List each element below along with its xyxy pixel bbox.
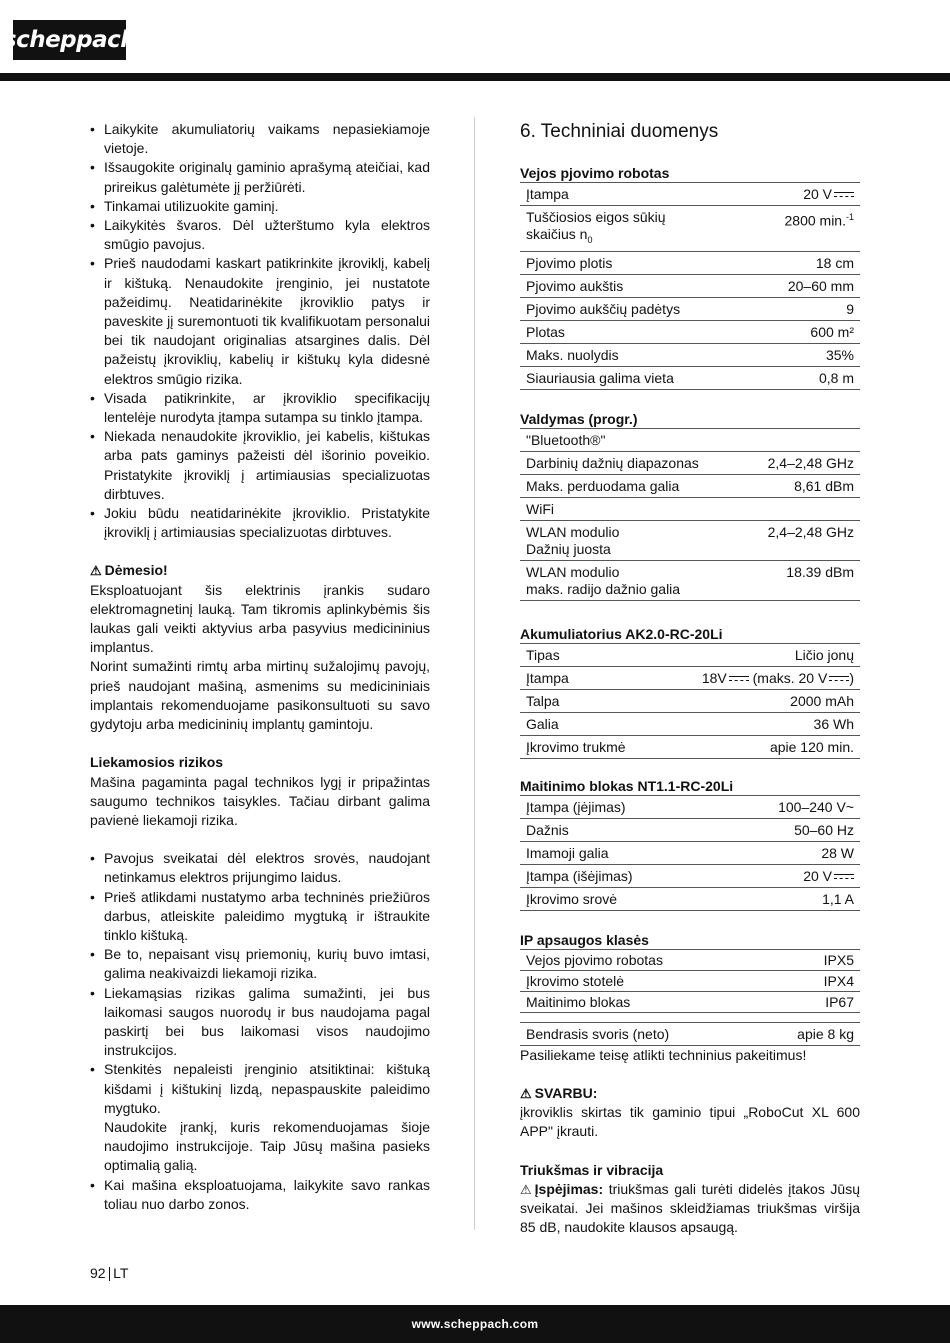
spec-label: WLAN modulio Dažnių juosta — [520, 520, 742, 560]
spec-label: Galia — [520, 712, 658, 735]
attention-paragraph-2: Norint sumažinti rimtų arba mirtinų sužalojimų pavojų, prieš naudojant mašiną, asmenims su medicininiais implantais rekomenduojame pasikonsultuoti su savo gydytoju arba medicininių implantų gamintoju. — [90, 658, 430, 733]
ip-table-title: IP apsaugos klasės — [520, 931, 649, 948]
footer-url[interactable]: www.scheppach.com — [0, 1305, 950, 1343]
spec-label: Įkrovimo srovė — [520, 887, 715, 910]
noise-heading: Triukšmas ir vibracija — [520, 1161, 664, 1178]
spec-label: "Bluetooth®" — [520, 428, 860, 451]
battery-table-title: Akumuliatorius AK2.0-RC-20Li — [520, 625, 723, 642]
table-row — [520, 520, 860, 560]
ip-classes-table — [520, 949, 860, 1013]
spec-label: WiFi — [520, 497, 860, 520]
list-item: • Tinkamai utilizuokite gaminį. — [90, 197, 430, 216]
table-row — [520, 887, 860, 910]
changes-note: Pasiliekame teisę atlikti techninius pakeitimus! — [520, 1046, 807, 1063]
list-item — [90, 1060, 430, 1175]
column-divider — [474, 117, 475, 1230]
spec-label: Plotas — [520, 320, 748, 343]
list-item: • Laikykite akumuliatorių vaikams nepasiekiamoje vietoje. — [90, 120, 430, 158]
list-item: • Be to, nepaisant visų priemonių, kurių buvo imtasi, galima neakivaizdi liekamoji rizika. — [90, 945, 430, 983]
spec-label: WLAN modulio maks. radijo dažnio galia — [520, 560, 742, 600]
table-row — [520, 795, 860, 818]
spec-value: 100–240 V~ — [715, 795, 860, 818]
list-item-text: Stenkitės nepaleisti įrenginio atsitiktinai: kištuką kišdami į kištukinį lizdą, nepaspauskite paleidimo mygtuko. — [104, 1061, 430, 1116]
table-row — [520, 970, 860, 991]
list-item: • Prieš naudodami kaskart patikrinkite įkroviklį, kabelį ir kištuką. Nenaudokite įrenginio, jei nustatote pažeidimų. Neatidarinėkite įkroviklio patys ir paveskite jį suremontuoti tik kvalifikuotam personalui bei tik naudojant originalias atsargines dalis. Dėl pažeistų įkroviklių, kabelių ir kištukų kyla didesnė elektros smūgio rizika. — [90, 254, 430, 388]
control-table-title: Valdymas (progr.) — [520, 410, 638, 427]
table-row — [520, 949, 860, 970]
spec-value: 36 Wh — [658, 712, 860, 735]
spec-value: 50–60 Hz — [715, 818, 860, 841]
table-row — [520, 251, 860, 274]
spec-value: 18.39 dBm — [742, 560, 860, 600]
table-row — [520, 689, 860, 712]
table-row — [520, 297, 860, 320]
spec-value: 600 m² — [748, 320, 860, 343]
section-title: 6. Techniniai duomenys — [520, 121, 719, 142]
spec-label: Tuščiosios eigos sūkių skaičius $n_0$ — [520, 206, 748, 252]
spec-label: Maitinimo blokas — [520, 991, 785, 1012]
list-item: • Kai mašina eksploatuojama, laikykite savo rankas toliau nuo darbo zonos. — [90, 1176, 430, 1214]
spec-label: Pjovimo plotis — [520, 251, 748, 274]
spec-label: Pjovimo aukščių padėtys — [520, 297, 748, 320]
warning-triangle-icon: ⚠ — [90, 563, 102, 579]
attention-heading — [90, 561, 430, 580]
table-row — [520, 643, 860, 666]
spec-value: apie 120 min. — [658, 735, 860, 758]
warning-triangle-icon: ⚠ — [520, 1086, 532, 1101]
table-row — [520, 343, 860, 366]
spec-label: Įtampa (įėjimas) — [520, 795, 715, 818]
spec-label: Pjovimo aukštis — [520, 274, 748, 297]
page-separator — [109, 1267, 111, 1281]
table-row — [520, 497, 860, 520]
spec-label: Įkrovimo stotelė — [520, 970, 785, 991]
spec-value: 1,1 A — [715, 887, 860, 910]
spec-label: Įtampa (išėjimas) — [520, 864, 715, 887]
warning-triangle-icon: ⚠ — [520, 1181, 532, 1197]
battery-specs-table — [520, 643, 860, 759]
spec-value: 28 W — [715, 841, 860, 864]
table-row — [520, 712, 860, 735]
mower-table-title: Vejos pjovimo robotas — [520, 165, 670, 181]
dc-symbol-icon — [729, 675, 749, 683]
spec-value: 2,4–2,48 GHz — [742, 451, 860, 474]
spec-label: Talpa — [520, 689, 658, 712]
page-number: 92 LT — [90, 1265, 129, 1281]
weight-table — [520, 1022, 860, 1046]
table-row — [520, 841, 860, 864]
spec-value: 2800 min.$^{-1}$ — [748, 206, 860, 252]
spec-label: Bendrasis svoris (neto) — [520, 1022, 756, 1045]
table-row — [520, 666, 860, 689]
left-column — [90, 120, 430, 1214]
header-bar — [0, 73, 950, 81]
spec-label: Siauriausia galima vieta — [520, 366, 748, 389]
attention-paragraph-1: Eksploatuojant šis elektrinis įrankis sudaro elektromagnetinį lauką. Tam tikromis aplinkybėmis šis laukas gali veikti aktyvius arba pasyvius medicininius implantus. — [90, 581, 430, 656]
table-row — [520, 735, 860, 758]
spec-label: Vejos pjovimo robotas — [520, 949, 785, 970]
spec-label: Įtampa — [520, 183, 748, 206]
spec-label: Maks. perduodama galia — [520, 474, 742, 497]
list-item: • Pavojus sveikatai dėl elektros srovės, naudojant netinkamus elektros prijungimo laidus. — [90, 849, 430, 887]
mower-specs-table — [520, 182, 860, 390]
attention-title: Dėmesio! — [104, 562, 168, 579]
table-row — [520, 428, 860, 451]
list-item: • Prieš atlikdami nustatymo arba techninės priežiūros darbus, atleiskite paleidimo mygtuką ir ištraukite tinklo kištuką. — [90, 888, 430, 946]
power-supply-specs-table — [520, 795, 860, 911]
important-heading: ⚠ SVARBU: — [520, 1084, 860, 1103]
spec-label: Dažnis — [520, 818, 715, 841]
residual-risks-list — [90, 849, 430, 1214]
table-row — [520, 183, 860, 206]
power-supply-table-title: Maitinimo blokas NT1.1-RC-20Li — [520, 777, 734, 794]
residual-risks-heading: Liekamosios rizikos — [90, 754, 224, 771]
spec-value: IPX4 — [785, 970, 860, 991]
spec-value: 0,8 m — [748, 366, 860, 389]
spec-value: 20 V — [748, 183, 860, 206]
table-row — [520, 560, 860, 600]
spec-value: IP67 — [785, 991, 860, 1012]
spec-value: 2000 mAh — [658, 689, 860, 712]
spec-label: Maks. nuolydis — [520, 343, 748, 366]
spec-label: Imamoji galia — [520, 841, 715, 864]
spec-value: 18V (maks. 20 V ) — [658, 666, 860, 689]
spec-value: 20–60 mm — [748, 274, 860, 297]
list-item: • Visada patikrinkite, ar įkroviklio specifikacijų lentelėje nurodyta įtampa sutampa su tinklo įtampa. — [90, 389, 430, 427]
spec-value: 8,61 dBm — [742, 474, 860, 497]
spec-value: 2,4–2,48 GHz — [742, 520, 860, 560]
residual-risks-paragraph: Mašina pagaminta pagal technikos lygį ir pripažintas saugumo technikos taisykles. Tačiau dirbant galima pavienė liekamoji rizika. — [90, 773, 430, 828]
table-row — [520, 274, 860, 297]
spec-value: Ličio jonų — [658, 643, 860, 666]
spec-label: Darbinių dažnių diapazonas — [520, 451, 742, 474]
list-item: • Laikykitės švaros. Dėl užterštumo kyla elektros smūgio pavojus. — [90, 216, 430, 254]
table-row — [520, 991, 860, 1012]
dc-symbol-icon — [834, 191, 854, 199]
spec-value: 18 cm — [748, 251, 860, 274]
table-row — [520, 1022, 860, 1045]
spec-value: 35% — [748, 343, 860, 366]
spec-label: Įtampa — [520, 666, 658, 689]
spec-value: apie 8 kg — [756, 1022, 860, 1045]
spec-label: Įkrovimo trukmė — [520, 735, 658, 758]
spec-label: Tipas — [520, 643, 658, 666]
table-row — [520, 474, 860, 497]
right-column — [520, 120, 860, 1237]
noise-warning: ⚠ Įspėjimas: triukšmas gali turėti didelės įtakos Jūsų sveikatai. Jei mašinos skleidžiamas triukšmas viršija 85 dB, naudokite klausos apsaugą. — [520, 1180, 860, 1236]
brand-logo: scheppach — [13, 20, 126, 60]
table-row — [520, 818, 860, 841]
table-row — [520, 320, 860, 343]
safety-list — [90, 120, 430, 542]
list-item: • Jokiu būdu neatidarinėkite įkroviklio. Pristatykite įkroviklį į artimiausias specializuotas dirbtuves. — [90, 504, 430, 542]
dc-symbol-icon — [834, 873, 854, 881]
important-text: įkroviklis skirtas tik gaminio tipui „RoboCut XL 600 APP" įkrauti. — [520, 1104, 860, 1140]
control-specs-table — [520, 428, 860, 601]
list-item: • Išsaugokite originalų gaminio aprašymą ateičiai, kad prireikus galėtumėte jį peržiūrėti. — [90, 158, 430, 196]
table-row — [520, 451, 860, 474]
list-item-continuation: Naudokite įrankį, kuris rekomenduojamas šioje naudojimo instrukcijoje. Taip Jūsų mašina pasieks optimalią galią. — [104, 1118, 430, 1174]
list-item: • Niekada nenaudokite įkroviklio, jei kabelis, kištukas arba pats gaminys pažeisti dėl išorinio poveikio. Pristatykite įkroviklį į artimiausias specializuotas dirbtuves. — [90, 427, 430, 504]
table-row — [520, 864, 860, 887]
spec-value: 20 V — [715, 864, 860, 887]
table-row — [520, 366, 860, 389]
table-row — [520, 206, 860, 252]
dc-symbol-icon — [829, 675, 849, 683]
spec-value: IPX5 — [785, 949, 860, 970]
list-item: • Liekamąsias rizikas galima sumažinti, jei bus laikomasi saugos nuorodų ir bus naudojama pagal paskirtį bei bus laikomasi visos naudojimo instrukcijos. — [90, 984, 430, 1061]
spec-value: 9 — [748, 297, 860, 320]
